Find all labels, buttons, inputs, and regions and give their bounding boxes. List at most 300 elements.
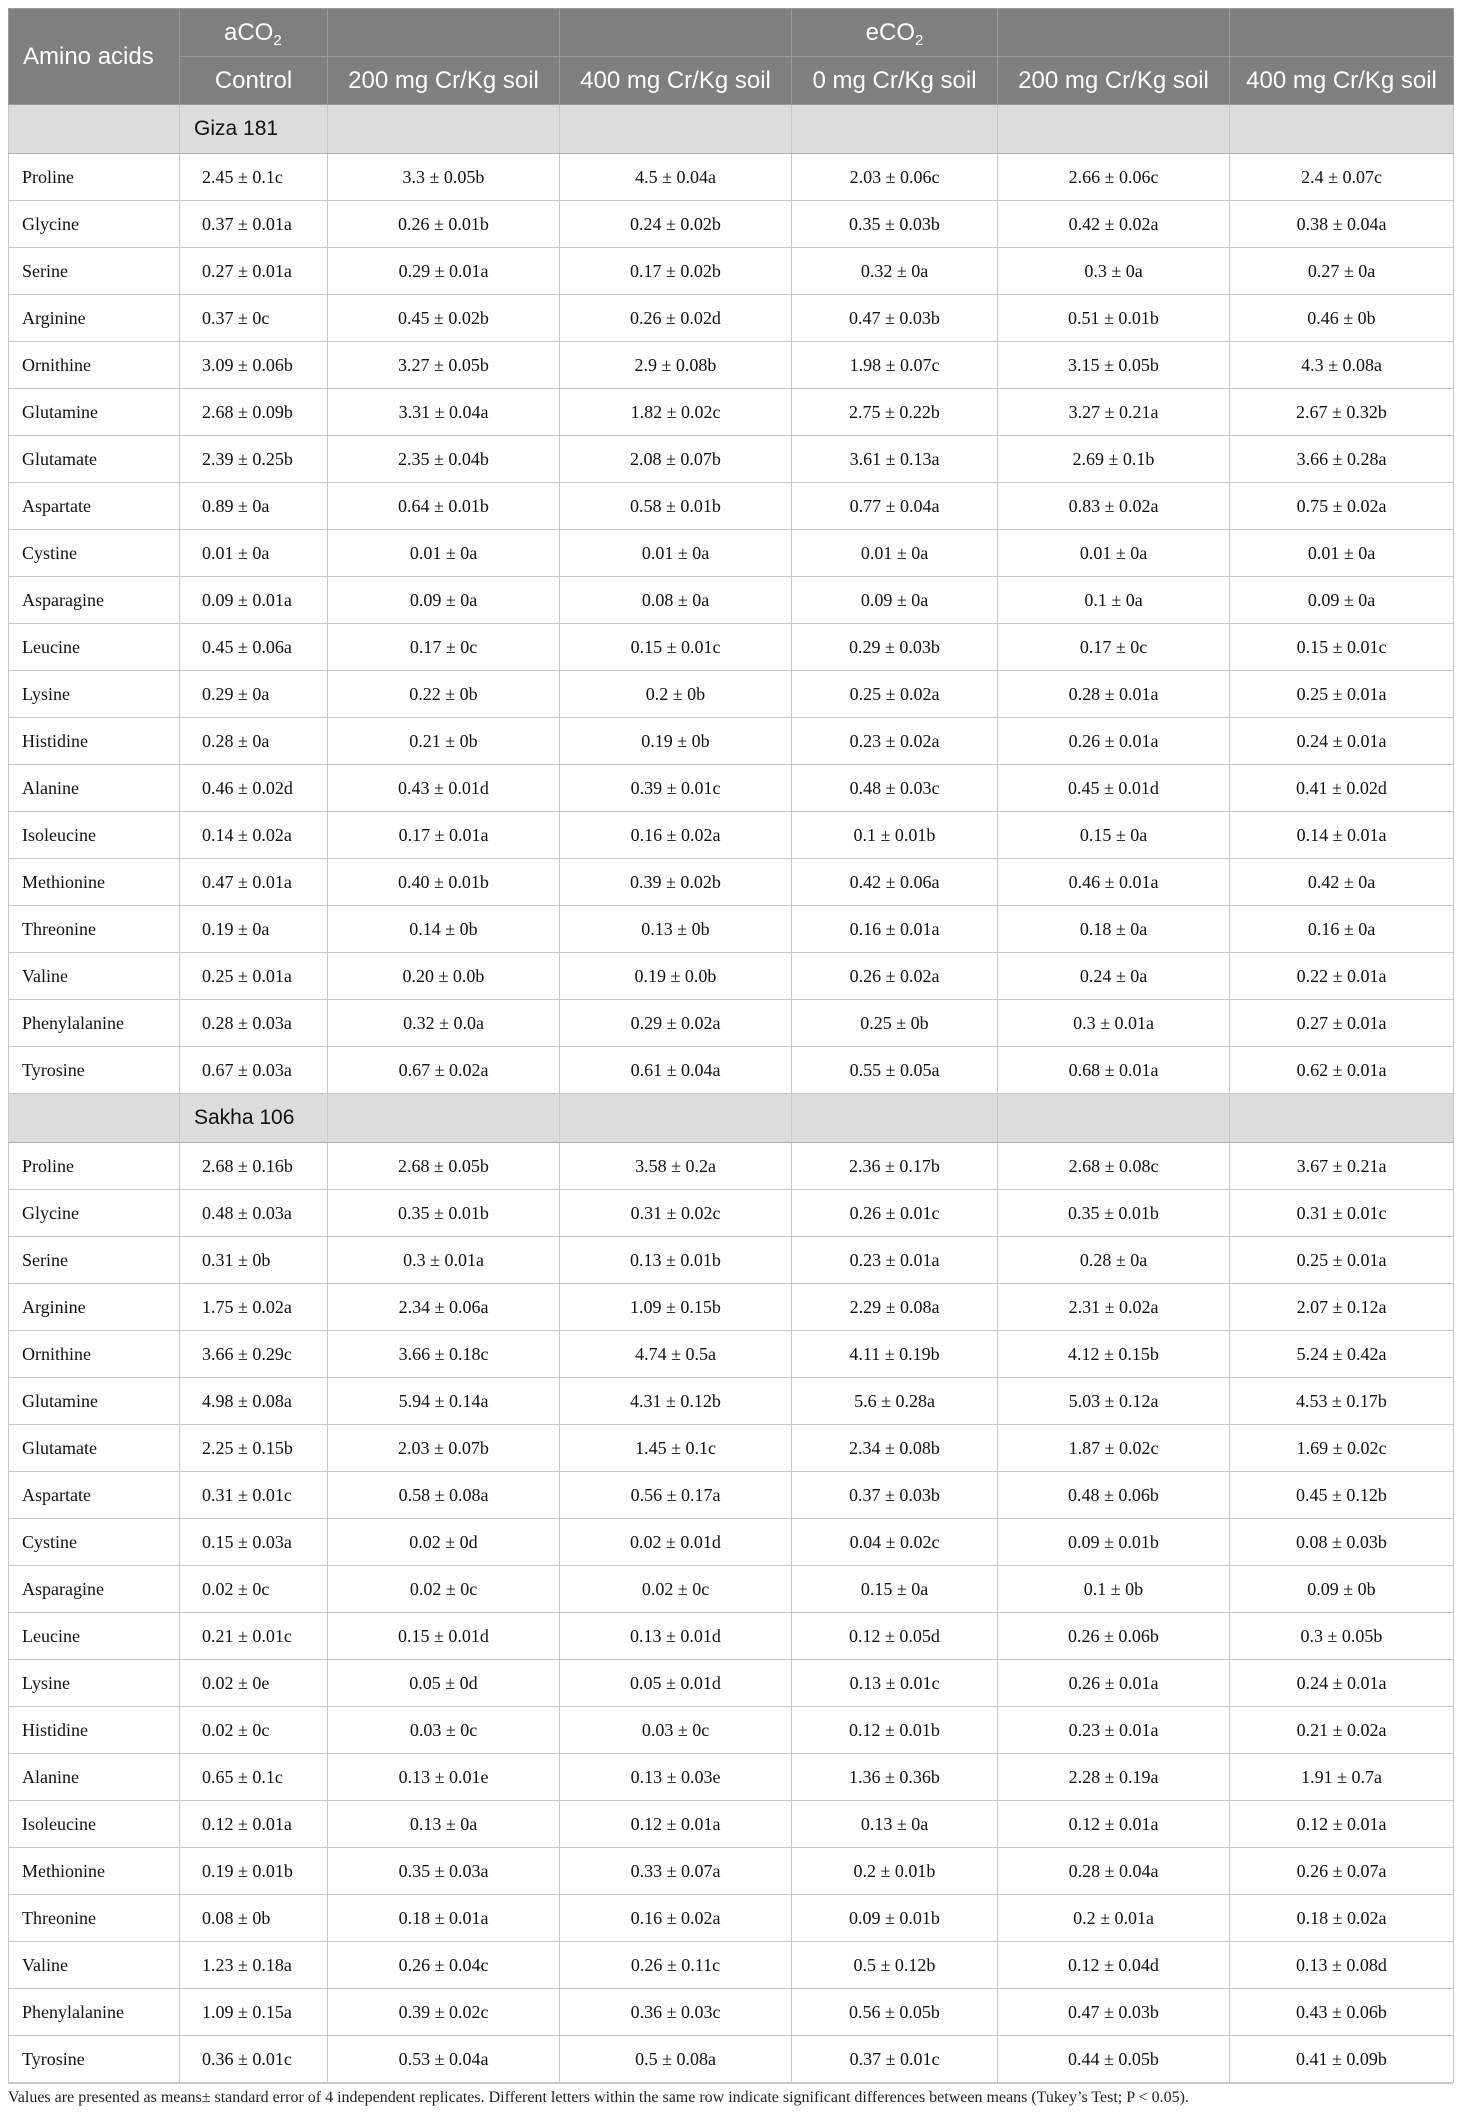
value-cell: 0.61 ± 0.04a xyxy=(560,1047,792,1094)
value-cell: 0.19 ± 0.0b xyxy=(560,953,792,1000)
value-cell: 0.09 ± 0a xyxy=(1230,577,1454,624)
table-row xyxy=(9,1143,1454,1190)
value-cell: 2.68 ± 0.09b xyxy=(180,389,328,436)
value-cell: 0.01 ± 0a xyxy=(1230,530,1454,577)
value-cell: 0.18 ± 0.02a xyxy=(1230,1895,1454,1942)
amino-acid-name: Tyrosine xyxy=(9,1047,180,1094)
value-cell: 2.68 ± 0.16b xyxy=(180,1143,328,1190)
value-cell: 0.26 ± 0.11c xyxy=(560,1942,792,1989)
value-cell: 2.03 ± 0.06c xyxy=(792,154,998,201)
value-cell: 2.45 ± 0.1c xyxy=(180,154,328,201)
value-cell: 2.25 ± 0.15b xyxy=(180,1425,328,1472)
table-row xyxy=(9,295,1454,342)
value-cell: 5.94 ± 0.14a xyxy=(328,1378,560,1425)
amino-acid-name: Arginine xyxy=(9,295,180,342)
value-cell: 0.46 ± 0.01a xyxy=(998,859,1230,906)
value-cell: 0.23 ± 0.02a xyxy=(792,718,998,765)
amino-acid-name: Glutamine xyxy=(9,1378,180,1425)
value-cell: 4.5 ± 0.04a xyxy=(560,154,792,201)
value-cell: 0.35 ± 0.01b xyxy=(998,1190,1230,1237)
amino-acid-name: Glutamate xyxy=(9,1425,180,1472)
value-cell: 0.09 ± 0.01b xyxy=(998,1519,1230,1566)
value-cell: 0.47 ± 0.03b xyxy=(792,295,998,342)
value-cell: 0.39 ± 0.02b xyxy=(560,859,792,906)
amino-acid-name: Threonine xyxy=(9,1895,180,1942)
value-cell: 0.03 ± 0c xyxy=(560,1707,792,1754)
group-row xyxy=(9,105,1454,154)
table-row xyxy=(9,1613,1454,1660)
value-cell: 2.34 ± 0.08b xyxy=(792,1425,998,1472)
value-cell: 1.23 ± 0.18a xyxy=(180,1942,328,1989)
value-cell: 0.41 ± 0.09b xyxy=(1230,2036,1454,2083)
value-cell: 0.2 ± 0b xyxy=(560,671,792,718)
column-header: Control xyxy=(180,57,328,105)
value-cell: 3.15 ± 0.05b xyxy=(998,342,1230,389)
value-cell: 0.32 ± 0a xyxy=(792,248,998,295)
value-cell: 0.44 ± 0.05b xyxy=(998,2036,1230,2083)
value-cell: 0.38 ± 0.04a xyxy=(1230,201,1454,248)
value-cell: 4.98 ± 0.08a xyxy=(180,1378,328,1425)
table-row xyxy=(9,1848,1454,1895)
group-spacer xyxy=(560,1094,792,1143)
amino-acid-name: Aspartate xyxy=(9,1472,180,1519)
group-spacer xyxy=(998,1094,1230,1143)
value-cell: 2.07 ± 0.12a xyxy=(1230,1284,1454,1331)
value-cell: 1.82 ± 0.02c xyxy=(560,389,792,436)
value-cell: 0.01 ± 0a xyxy=(328,530,560,577)
value-cell: 0.15 ± 0.01c xyxy=(560,624,792,671)
value-cell: 0.24 ± 0.01a xyxy=(1230,718,1454,765)
value-cell: 3.09 ± 0.06b xyxy=(180,342,328,389)
value-cell: 0.24 ± 0a xyxy=(998,953,1230,1000)
value-cell: 2.75 ± 0.22b xyxy=(792,389,998,436)
value-cell: 0.67 ± 0.03a xyxy=(180,1047,328,1094)
value-cell: 0.09 ± 0.01a xyxy=(180,577,328,624)
value-cell: 0.26 ± 0.07a xyxy=(1230,1848,1454,1895)
value-cell: 3.67 ± 0.21a xyxy=(1230,1143,1454,1190)
amino-acid-name: Glycine xyxy=(9,201,180,248)
value-cell: 0.68 ± 0.01a xyxy=(998,1047,1230,1094)
amino-acid-name: Isoleucine xyxy=(9,1801,180,1848)
value-cell: 0.36 ± 0.01c xyxy=(180,2036,328,2083)
table-row xyxy=(9,1472,1454,1519)
value-cell: 0.01 ± 0a xyxy=(792,530,998,577)
value-cell: 0.31 ± 0b xyxy=(180,1237,328,1284)
amino-acid-name: Proline xyxy=(9,1143,180,1190)
value-cell: 1.98 ± 0.07c xyxy=(792,342,998,389)
value-cell: 0.15 ± 0a xyxy=(792,1566,998,1613)
table-row xyxy=(9,154,1454,201)
value-cell: 0.75 ± 0.02a xyxy=(1230,483,1454,530)
value-cell: 0.58 ± 0.08a xyxy=(328,1472,560,1519)
value-cell: 0.77 ± 0.04a xyxy=(792,483,998,530)
value-cell: 0.45 ± 0.02b xyxy=(328,295,560,342)
value-cell: 0.28 ± 0a xyxy=(180,718,328,765)
column-header: 400 mg Cr/Kg soil xyxy=(1230,57,1454,105)
value-cell: 1.69 ± 0.02c xyxy=(1230,1425,1454,1472)
value-cell: 0.08 ± 0a xyxy=(560,577,792,624)
group-spacer xyxy=(328,1094,560,1143)
value-cell: 0.16 ± 0.01a xyxy=(792,906,998,953)
value-cell: 0.48 ± 0.06b xyxy=(998,1472,1230,1519)
value-cell: 0.28 ± 0.03a xyxy=(180,1000,328,1047)
table-row xyxy=(9,1754,1454,1801)
value-cell: 0.32 ± 0.0a xyxy=(328,1000,560,1047)
value-cell: 0.01 ± 0a xyxy=(998,530,1230,577)
value-cell: 0.42 ± 0a xyxy=(1230,859,1454,906)
value-cell: 0.05 ± 0.01d xyxy=(560,1660,792,1707)
value-cell: 0.27 ± 0.01a xyxy=(1230,1000,1454,1047)
table-row xyxy=(9,859,1454,906)
value-cell: 2.08 ± 0.07b xyxy=(560,436,792,483)
amino-acid-name: Histidine xyxy=(9,718,180,765)
value-cell: 0.35 ± 0.03a xyxy=(328,1848,560,1895)
amino-acid-name: Serine xyxy=(9,1237,180,1284)
value-cell: 0.65 ± 0.1c xyxy=(180,1754,328,1801)
amino-acid-name: Tyrosine xyxy=(9,2036,180,2083)
table-body xyxy=(9,105,1454,2083)
table-row xyxy=(9,1519,1454,1566)
value-cell: 3.58 ± 0.2a xyxy=(560,1143,792,1190)
table-row xyxy=(9,953,1454,1000)
group-label: Giza 181 xyxy=(180,105,328,154)
value-cell: 1.75 ± 0.02a xyxy=(180,1284,328,1331)
group-spacer xyxy=(792,1094,998,1143)
value-cell: 0.64 ± 0.01b xyxy=(328,483,560,530)
value-cell: 0.48 ± 0.03a xyxy=(180,1190,328,1237)
table-row xyxy=(9,1047,1454,1094)
table-row xyxy=(9,765,1454,812)
table-row xyxy=(9,1284,1454,1331)
value-cell: 0.02 ± 0e xyxy=(180,1660,328,1707)
value-cell: 0.25 ± 0.01a xyxy=(1230,671,1454,718)
table-row xyxy=(9,1425,1454,1472)
value-cell: 0.02 ± 0c xyxy=(180,1566,328,1613)
value-cell: 0.14 ± 0b xyxy=(328,906,560,953)
value-cell: 0.21 ± 0.01c xyxy=(180,1613,328,1660)
amino-acid-name: Asparagine xyxy=(9,577,180,624)
value-cell: 0.22 ± 0.01a xyxy=(1230,953,1454,1000)
amino-acid-table-container xyxy=(8,8,1453,2107)
value-cell: 0.17 ± 0.01a xyxy=(328,812,560,859)
column-header: 0 mg Cr/Kg soil xyxy=(792,57,998,105)
value-cell: 0.29 ± 0.02a xyxy=(560,1000,792,1047)
value-cell: 0.15 ± 0.03a xyxy=(180,1519,328,1566)
group-row xyxy=(9,1094,1454,1143)
table-row xyxy=(9,624,1454,671)
value-cell: 0.2 ± 0.01b xyxy=(792,1848,998,1895)
value-cell: 0.89 ± 0a xyxy=(180,483,328,530)
value-cell: 0.27 ± 0a xyxy=(1230,248,1454,295)
group-spacer xyxy=(9,1094,180,1143)
value-cell: 0.13 ± 0.03e xyxy=(560,1754,792,1801)
group-spacer xyxy=(560,105,792,154)
value-cell: 0.45 ± 0.06a xyxy=(180,624,328,671)
value-cell: 0.16 ± 0a xyxy=(1230,906,1454,953)
value-cell: 0.46 ± 0.02d xyxy=(180,765,328,812)
amino-acid-name: Ornithine xyxy=(9,1331,180,1378)
amino-acid-name: Lysine xyxy=(9,1660,180,1707)
value-cell: 0.12 ± 0.01b xyxy=(792,1707,998,1754)
value-cell: 0.25 ± 0.01a xyxy=(1230,1237,1454,1284)
value-cell: 0.37 ± 0.01c xyxy=(792,2036,998,2083)
value-cell: 0.35 ± 0.01b xyxy=(328,1190,560,1237)
table-row xyxy=(9,812,1454,859)
value-cell: 0.3 ± 0a xyxy=(998,248,1230,295)
table-row xyxy=(9,1660,1454,1707)
value-cell: 0.39 ± 0.01c xyxy=(560,765,792,812)
table-row xyxy=(9,2036,1454,2083)
group-spacer xyxy=(998,105,1230,154)
value-cell: 0.56 ± 0.17a xyxy=(560,1472,792,1519)
value-cell: 0.45 ± 0.12b xyxy=(1230,1472,1454,1519)
group-spacer xyxy=(1230,105,1454,154)
value-cell: 0.33 ± 0.07a xyxy=(560,1848,792,1895)
value-cell: 0.02 ± 0c xyxy=(560,1566,792,1613)
value-cell: 0.09 ± 0a xyxy=(792,577,998,624)
value-cell: 5.6 ± 0.28a xyxy=(792,1378,998,1425)
amino-acid-name: Cystine xyxy=(9,1519,180,1566)
value-cell: 0.04 ± 0.02c xyxy=(792,1519,998,1566)
value-cell: 0.40 ± 0.01b xyxy=(328,859,560,906)
value-cell: 0.17 ± 0.02b xyxy=(560,248,792,295)
value-cell: 2.29 ± 0.08a xyxy=(792,1284,998,1331)
value-cell: 0.58 ± 0.01b xyxy=(560,483,792,530)
value-cell: 0.05 ± 0d xyxy=(328,1660,560,1707)
value-cell: 0.25 ± 0b xyxy=(792,1000,998,1047)
amino-acid-name: Proline xyxy=(9,154,180,201)
value-cell: 0.41 ± 0.02d xyxy=(1230,765,1454,812)
value-cell: 0.02 ± 0d xyxy=(328,1519,560,1566)
value-cell: 0.46 ± 0b xyxy=(1230,295,1454,342)
value-cell: 2.66 ± 0.06c xyxy=(998,154,1230,201)
amino-acid-name: Phenylalanine xyxy=(9,1000,180,1047)
value-cell: 0.47 ± 0.03b xyxy=(998,1989,1230,2036)
value-cell: 4.74 ± 0.5a xyxy=(560,1331,792,1378)
value-cell: 0.28 ± 0.04a xyxy=(998,1848,1230,1895)
value-cell: 3.31 ± 0.04a xyxy=(328,389,560,436)
value-cell: 0.24 ± 0.02b xyxy=(560,201,792,248)
value-cell: 0.12 ± 0.05d xyxy=(792,1613,998,1660)
value-cell: 0.08 ± 0b xyxy=(180,1895,328,1942)
value-cell: 0.51 ± 0.01b xyxy=(998,295,1230,342)
value-cell: 0.16 ± 0.02a xyxy=(560,1895,792,1942)
amino-acid-name: Arginine xyxy=(9,1284,180,1331)
value-cell: 0.37 ± 0.01a xyxy=(180,201,328,248)
value-cell: 0.31 ± 0.01c xyxy=(1230,1190,1454,1237)
amino-acid-name: Alanine xyxy=(9,765,180,812)
group-spacer xyxy=(328,105,560,154)
amino-acid-name: Lysine xyxy=(9,671,180,718)
value-cell: 0.48 ± 0.03c xyxy=(792,765,998,812)
value-cell: 0.21 ± 0.02a xyxy=(1230,1707,1454,1754)
value-cell: 0.3 ± 0.01a xyxy=(328,1237,560,1284)
amino-acid-name: Leucine xyxy=(9,1613,180,1660)
amino-acid-name: Isoleucine xyxy=(9,812,180,859)
column-header: 200 mg Cr/Kg soil xyxy=(998,57,1230,105)
value-cell: 0.02 ± 0c xyxy=(180,1707,328,1754)
value-cell: 2.68 ± 0.08c xyxy=(998,1143,1230,1190)
value-cell: 0.35 ± 0.03b xyxy=(792,201,998,248)
table-row xyxy=(9,1801,1454,1848)
value-cell: 0.43 ± 0.06b xyxy=(1230,1989,1454,2036)
value-cell: 0.28 ± 0.01a xyxy=(998,671,1230,718)
value-cell: 0.36 ± 0.03c xyxy=(560,1989,792,2036)
value-cell: 0.55 ± 0.05a xyxy=(792,1047,998,1094)
amino-acid-name: Methionine xyxy=(9,1848,180,1895)
table-header xyxy=(9,9,1454,105)
value-cell: 0.13 ± 0.01e xyxy=(328,1754,560,1801)
value-cell: 0.25 ± 0.01a xyxy=(180,953,328,1000)
value-cell: 0.26 ± 0.01a xyxy=(998,718,1230,765)
value-cell: 0.16 ± 0.02a xyxy=(560,812,792,859)
amino-acid-name: Phenylalanine xyxy=(9,1989,180,2036)
group-spacer xyxy=(9,105,180,154)
value-cell: 0.13 ± 0b xyxy=(560,906,792,953)
value-cell: 0.12 ± 0.01a xyxy=(998,1801,1230,1848)
table-row xyxy=(9,1000,1454,1047)
value-cell: 0.1 ± 0b xyxy=(998,1566,1230,1613)
value-cell: 0.29 ± 0.01a xyxy=(328,248,560,295)
value-cell: 0.83 ± 0.02a xyxy=(998,483,1230,530)
value-cell: 0.01 ± 0a xyxy=(560,530,792,577)
value-cell: 0.03 ± 0c xyxy=(328,1707,560,1754)
value-cell: 0.13 ± 0a xyxy=(328,1801,560,1848)
value-cell: 0.15 ± 0.01d xyxy=(328,1613,560,1660)
table-row xyxy=(9,1331,1454,1378)
value-cell: 0.18 ± 0a xyxy=(998,906,1230,953)
value-cell: 0.31 ± 0.01c xyxy=(180,1472,328,1519)
value-cell: 1.87 ± 0.02c xyxy=(998,1425,1230,1472)
header-blank xyxy=(1230,9,1454,57)
amino-acid-name: Glutamate xyxy=(9,436,180,483)
value-cell: 0.21 ± 0b xyxy=(328,718,560,765)
value-cell: 0.27 ± 0.01a xyxy=(180,248,328,295)
value-cell: 1.91 ± 0.7a xyxy=(1230,1754,1454,1801)
value-cell: 0.19 ± 0a xyxy=(180,906,328,953)
value-cell: 1.36 ± 0.36b xyxy=(792,1754,998,1801)
value-cell: 2.4 ± 0.07c xyxy=(1230,154,1454,201)
header-aco2: aCO$_2$ xyxy=(180,9,328,57)
value-cell: 2.34 ± 0.06a xyxy=(328,1284,560,1331)
value-cell: 0.43 ± 0.01d xyxy=(328,765,560,812)
value-cell: 0.26 ± 0.06b xyxy=(998,1613,1230,1660)
table-footnote: Values are presented as means± standard error of 4 independent replicates. Different letters within the same row indicate significant differences between means (Tukey’s Test; P < 0.05). xyxy=(8,2083,1453,2107)
value-cell: 0.09 ± 0b xyxy=(1230,1566,1454,1613)
group-spacer xyxy=(1230,1094,1454,1143)
value-cell: 0.12 ± 0.01a xyxy=(1230,1801,1454,1848)
value-cell: 0.1 ± 0a xyxy=(998,577,1230,624)
value-cell: 0.56 ± 0.05b xyxy=(792,1989,998,2036)
value-cell: 0.26 ± 0.02d xyxy=(560,295,792,342)
column-header: 200 mg Cr/Kg soil xyxy=(328,57,560,105)
table-row xyxy=(9,530,1454,577)
value-cell: 1.09 ± 0.15a xyxy=(180,1989,328,2036)
value-cell: 0.29 ± 0.03b xyxy=(792,624,998,671)
value-cell: 0.25 ± 0.02a xyxy=(792,671,998,718)
value-cell: 0.13 ± 0a xyxy=(792,1801,998,1848)
value-cell: 0.15 ± 0.01c xyxy=(1230,624,1454,671)
value-cell: 0.01 ± 0a xyxy=(180,530,328,577)
value-cell: 2.39 ± 0.25b xyxy=(180,436,328,483)
table-row xyxy=(9,1707,1454,1754)
value-cell: 3.61 ± 0.13a xyxy=(792,436,998,483)
value-cell: 0.13 ± 0.01c xyxy=(792,1660,998,1707)
value-cell: 0.02 ± 0c xyxy=(328,1566,560,1613)
value-cell: 2.03 ± 0.07b xyxy=(328,1425,560,1472)
table-row xyxy=(9,1190,1454,1237)
group-spacer xyxy=(792,105,998,154)
table-row xyxy=(9,1237,1454,1284)
value-cell: 3.27 ± 0.05b xyxy=(328,342,560,389)
value-cell: 0.5 ± 0.12b xyxy=(792,1942,998,1989)
value-cell: 0.20 ± 0.0b xyxy=(328,953,560,1000)
value-cell: 4.11 ± 0.19b xyxy=(792,1331,998,1378)
value-cell: 2.31 ± 0.02a xyxy=(998,1284,1230,1331)
value-cell: 3.66 ± 0.29c xyxy=(180,1331,328,1378)
amino-acid-name: Methionine xyxy=(9,859,180,906)
value-cell: 0.24 ± 0.01a xyxy=(1230,1660,1454,1707)
value-cell: 0.18 ± 0.01a xyxy=(328,1895,560,1942)
value-cell: 0.15 ± 0a xyxy=(998,812,1230,859)
value-cell: 0.37 ± 0c xyxy=(180,295,328,342)
value-cell: 0.19 ± 0.01b xyxy=(180,1848,328,1895)
amino-acid-name: Histidine xyxy=(9,1707,180,1754)
value-cell: 0.26 ± 0.02a xyxy=(792,953,998,1000)
value-cell: 0.29 ± 0a xyxy=(180,671,328,718)
value-cell: 0.5 ± 0.08a xyxy=(560,2036,792,2083)
value-cell: 0.2 ± 0.01a xyxy=(998,1895,1230,1942)
value-cell: 5.24 ± 0.42a xyxy=(1230,1331,1454,1378)
table-row xyxy=(9,342,1454,389)
value-cell: 0.23 ± 0.01a xyxy=(998,1707,1230,1754)
value-cell: 0.26 ± 0.01a xyxy=(998,1660,1230,1707)
value-cell: 2.68 ± 0.05b xyxy=(328,1143,560,1190)
value-cell: 0.26 ± 0.04c xyxy=(328,1942,560,1989)
value-cell: 0.09 ± 0a xyxy=(328,577,560,624)
value-cell: 2.67 ± 0.32b xyxy=(1230,389,1454,436)
amino-acid-table xyxy=(8,8,1454,2083)
value-cell: 0.22 ± 0b xyxy=(328,671,560,718)
header-eco2: eCO$_2$ xyxy=(792,9,998,57)
value-cell: 0.45 ± 0.01d xyxy=(998,765,1230,812)
header-blank xyxy=(998,9,1230,57)
value-cell: 0.26 ± 0.01b xyxy=(328,201,560,248)
table-row xyxy=(9,1895,1454,1942)
amino-acid-name: Asparagine xyxy=(9,1566,180,1613)
value-cell: 0.17 ± 0c xyxy=(328,624,560,671)
value-cell: 2.35 ± 0.04b xyxy=(328,436,560,483)
amino-acid-name: Valine xyxy=(9,953,180,1000)
value-cell: 0.08 ± 0.03b xyxy=(1230,1519,1454,1566)
value-cell: 4.53 ± 0.17b xyxy=(1230,1378,1454,1425)
table-row xyxy=(9,577,1454,624)
value-cell: 2.9 ± 0.08b xyxy=(560,342,792,389)
table-row xyxy=(9,1942,1454,1989)
value-cell: 0.47 ± 0.01a xyxy=(180,859,328,906)
table-row xyxy=(9,1566,1454,1613)
amino-acid-name: Alanine xyxy=(9,1754,180,1801)
value-cell: 0.3 ± 0.01a xyxy=(998,1000,1230,1047)
value-cell: 0.42 ± 0.06a xyxy=(792,859,998,906)
amino-acid-name: Aspartate xyxy=(9,483,180,530)
value-cell: 0.13 ± 0.08d xyxy=(1230,1942,1454,1989)
value-cell: 4.3 ± 0.08a xyxy=(1230,342,1454,389)
value-cell: 1.45 ± 0.1c xyxy=(560,1425,792,1472)
group-label: Sakha 106 xyxy=(180,1094,328,1143)
value-cell: 3.27 ± 0.21a xyxy=(998,389,1230,436)
value-cell: 0.37 ± 0.03b xyxy=(792,1472,998,1519)
